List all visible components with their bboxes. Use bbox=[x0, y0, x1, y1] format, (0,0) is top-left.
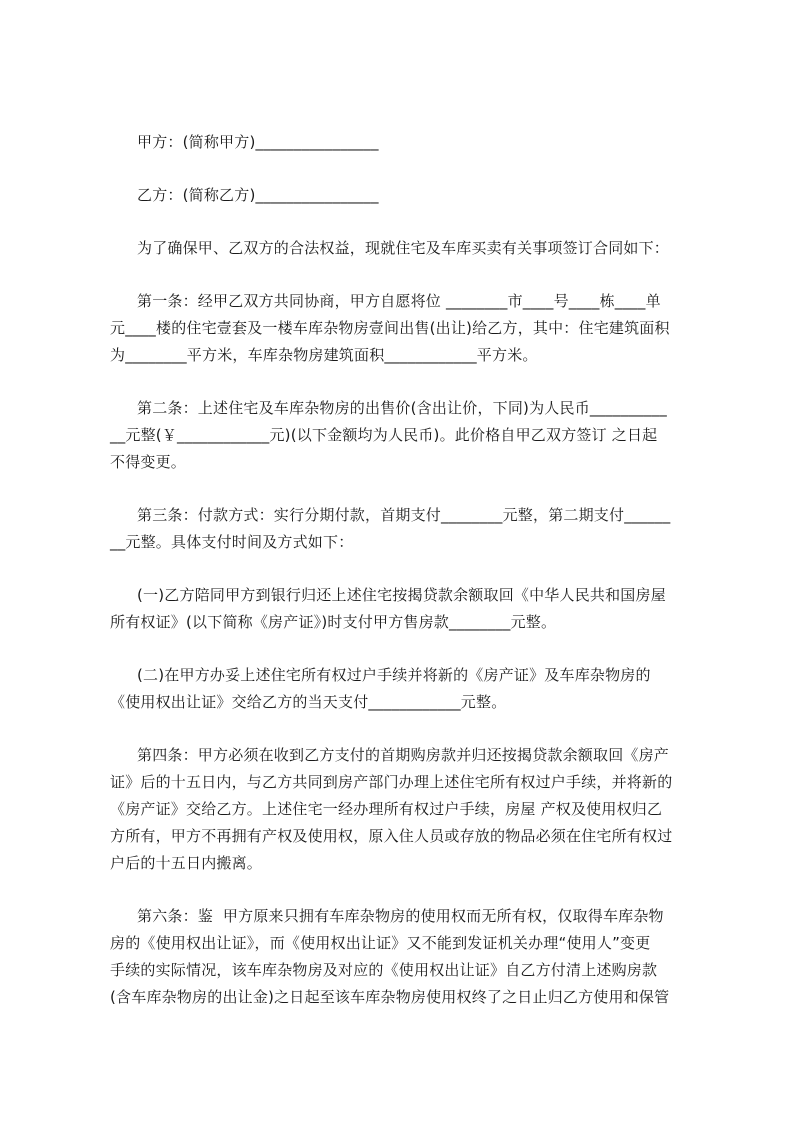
article6-line1: 第六条：鉴 甲方原来只拥有车库杂物房的使用权而无所有权，仅取得车库杂物 bbox=[137, 907, 664, 925]
article4-line5: 户后的十五日内搬离。 bbox=[110, 854, 263, 872]
article2-line1: 第二条：上述住宅及车库杂物房的出售价(含出让价，下同)为人民币__________ bbox=[137, 399, 667, 417]
article1-line1: 第一条：经甲乙双方共同协商，甲方自愿将位 ________市____号____栋____单 bbox=[137, 292, 661, 310]
article6-line4: (含车库杂物房的出让金)之日起至该车库杂物房使用权终了之日止归乙方使用和保管 bbox=[110, 988, 670, 1006]
party-a-line: 甲方：(简称甲方)________________ bbox=[137, 133, 379, 151]
article4-line2: 证》后的十五日内，与乙方共同到房产部门办理上述住宅所有权过户手续，并将新的 bbox=[110, 773, 673, 791]
article4-line3: 《房产证》交给乙方。上述住宅一经办理所有权过户手续，房屋 产权及使用权归乙 bbox=[110, 800, 663, 818]
article2-line3: 不得变更。 bbox=[110, 453, 187, 471]
party-b-line: 乙方：(简称乙方)________________ bbox=[137, 186, 379, 204]
article4-line4: 方所有，甲方不再拥有产权及使用权，原入住人员或存放的物品必须在住宅所有权过 bbox=[110, 827, 673, 845]
clause2-line1: (二)在甲方办妥上述住宅所有权过户手续并将新的《房产证》及车库杂物房的 bbox=[137, 666, 651, 684]
clause1-line2: 所有权证》(以下简称《房产证》)时支付甲方售房款________元整。 bbox=[110, 613, 557, 631]
article1-line2: 元____楼的住宅壹套及一楼车库杂物房壹间出售(出让)给乙方，其中：住宅建筑面积 bbox=[110, 319, 670, 337]
article3-line2: __元整。具体支付时间及方式如下： bbox=[110, 533, 354, 551]
article1-line3: 为________平方米，车库杂物房建筑面积____________平方米。 bbox=[110, 346, 538, 364]
article2-line2: __元整(￥____________元)(以下金额均为人民币)。此价格自甲乙双方签订 之日起 bbox=[110, 426, 658, 444]
article6-line2: 房的《使用权出让证》，而《使用权出让证》又不能到发证机关办理“使用人”变更 bbox=[110, 934, 651, 952]
intro-paragraph: 为了确保甲、乙双方的合法权益，现就住宅及车库买卖有关事项签订合同如下： bbox=[137, 239, 670, 257]
article4-line1: 第四条：甲方必须在收到乙方支付的首期购房款并归还按揭贷款余额取回《房产 bbox=[137, 746, 670, 764]
clause2-line2: 《使用权出让证》交给乙方的当天支付____________元整。 bbox=[110, 693, 507, 711]
article3-line1: 第三条：付款方式：实行分期付款，首期支付________元整，第二期支付______ bbox=[137, 506, 671, 524]
clause1-line1: (一)乙方陪同甲方到银行归还上述住宅按揭贷款余额取回《中华人民共和国房屋 bbox=[137, 586, 666, 604]
article6-line3: 手续的实际情况，该车库杂物房及对应的《使用权出让证》自乙方付清上述购房款 bbox=[110, 961, 658, 979]
